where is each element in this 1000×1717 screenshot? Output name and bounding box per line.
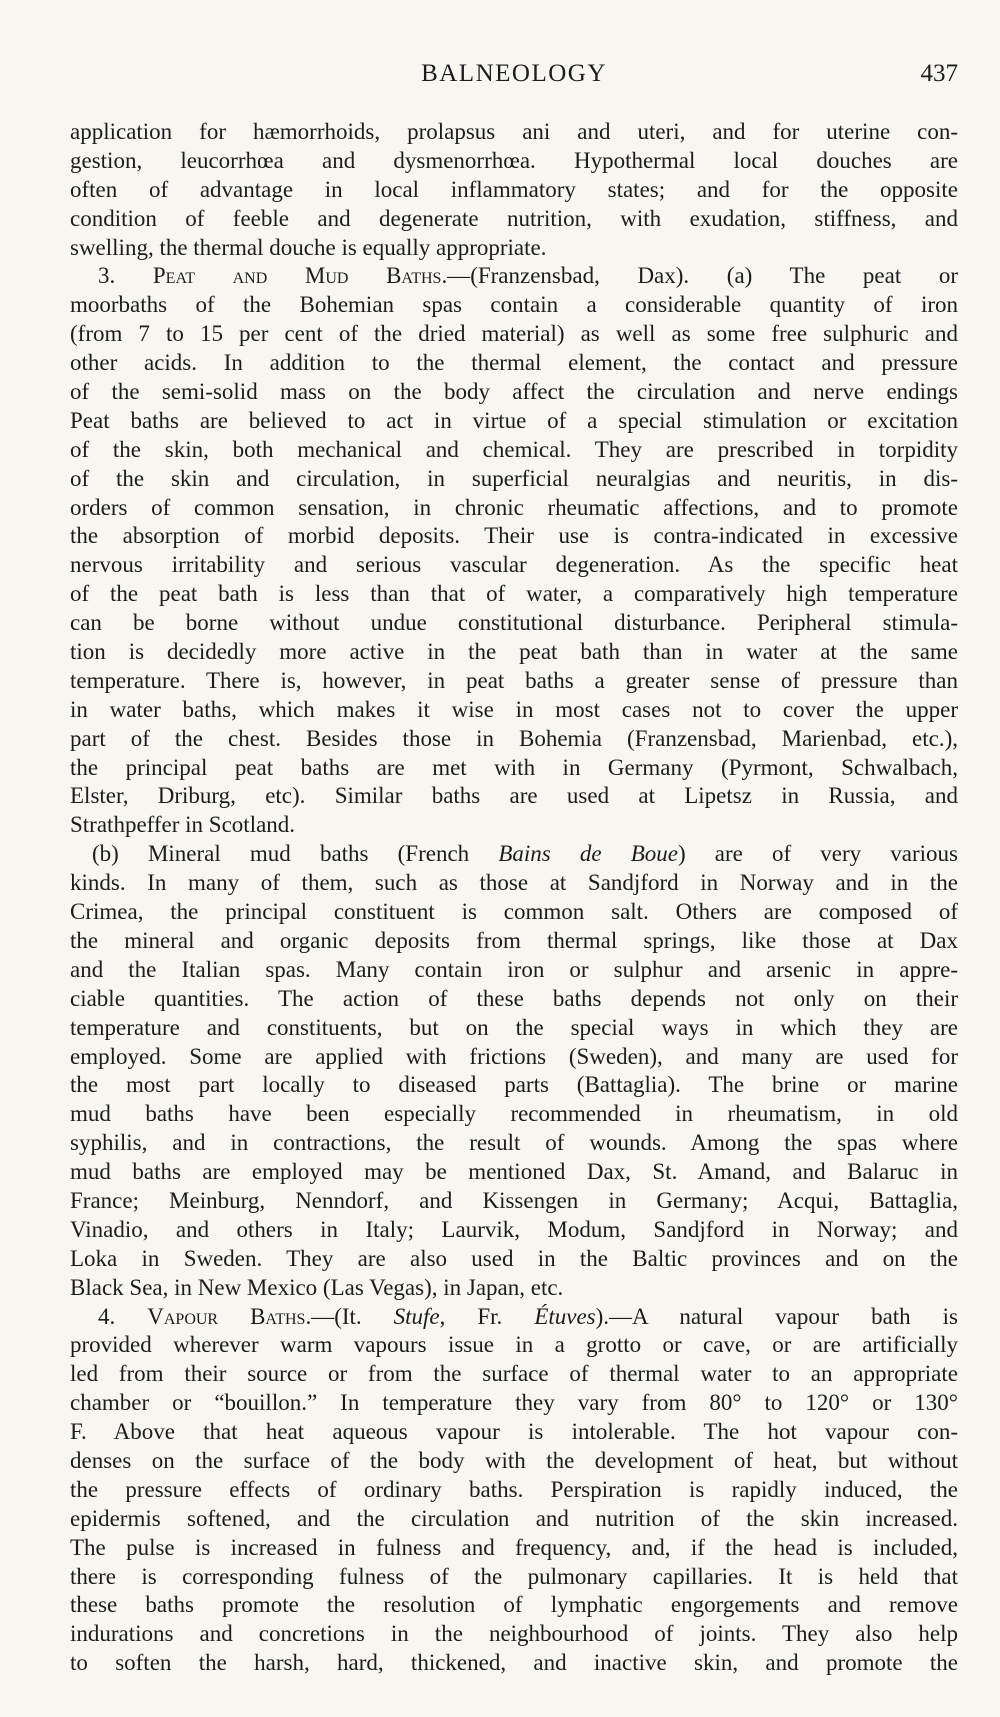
text-line: employed. Some are applied with frictions (Sweden), and many are used for (70, 1043, 958, 1069)
text-line: the absorption of morbid deposits. Their use is contra-indicated in excessive (70, 523, 958, 549)
text-line: ciable quantities. The action of these baths depends not only on their (70, 985, 958, 1011)
text-line: chamber or “bouillon.” In temperature they vary from 80° to 120° or 130° (70, 1390, 958, 1416)
body-text (70, 118, 958, 1678)
line-text: .—(It. (305, 1303, 394, 1329)
text-line: kinds. In many of them, such as those at Sandjford in Norway and in the (70, 870, 958, 896)
text-line: in water baths, which makes it wise in most cases not to cover the upper (70, 696, 958, 722)
text-line: F. Above that heat aqueous vapour is intolerable. The hot vapour con- (70, 1419, 958, 1445)
text-line: moorbaths of the Bohemian spas contain a considerable quantity of iron (70, 292, 958, 318)
text-line: Strathpeffer in Scotland. (70, 812, 296, 838)
text-line: and the Italian spas. Many contain iron or sulphur and arsenic in appre- (70, 956, 958, 982)
text-line: the most part locally to diseased parts (Battaglia). The brine or marine (70, 1072, 958, 1098)
paragraph-start-line (70, 840, 958, 869)
text-line: Loka in Sweden. They are also used in the Baltic provinces and on the (70, 1245, 958, 1271)
text-line: (from 7 to 15 per cent of the dried material) as well as some free sulphuric and (70, 321, 958, 347)
text-line: part of the chest. Besides those in Bohemia (Franzensbad, Marienbad, etc.), (70, 725, 958, 751)
text-line: Crimea, the principal constituent is common salt. Others are composed of (70, 899, 958, 925)
text-line: can be borne without undue constitutional disturbance. Peripheral stimula- (70, 610, 958, 636)
text-line: Elster, Driburg, etc). Similar baths are used at Lipetsz in Russia, and (70, 783, 958, 809)
text-line: mud baths are employed may be mentioned Dax, St. Amand, and Balaruc in (70, 1159, 958, 1185)
text-line: denses on the surface of the body with the development of heat, but without (70, 1447, 958, 1473)
text-line: provided wherever warm vapours issue in a grotto or cave, or are artificially (70, 1332, 958, 1358)
text-line: there is corresponding fulness of the pulmonary capillaries. It is held that (70, 1563, 958, 1589)
line-text: (b) Mineral mud baths (French (92, 841, 499, 867)
text-line: of the skin and circulation, in superficial neuralgias and neuritis, in dis- (70, 465, 958, 491)
text-line: Vinadio, and others in Italy; Laurvik, Modum, Sandjford in Norway; and (70, 1216, 958, 1242)
section-heading-line (70, 1303, 958, 1332)
line-text: , Fr. (439, 1303, 535, 1329)
text-line: The pulse is increased in fulness and frequency, and, if the head is included, (70, 1534, 958, 1560)
text-line: temperature. There is, however, in peat baths a greater sense of pressure than (70, 667, 958, 693)
text-line: led from their source or from the surface of thermal water to an appropriate (70, 1361, 958, 1387)
section-title: Vapour Baths (147, 1303, 306, 1329)
line-text: ) are of very various (677, 841, 958, 867)
section-title: Peat and Mud Baths (152, 263, 442, 289)
text-line: gestion, leucorrhœa and dysmenorrhœa. Hypothermal local douches are (70, 147, 958, 173)
text-line: epidermis softened, and the circulation and nutrition of the skin increased. (70, 1505, 958, 1531)
text-line: application for hæmorrhoids, prolapsus ani and uteri, and for uterine con- (70, 119, 958, 144)
page-title: BALNEOLOGY (421, 60, 607, 87)
italic-term: Bains de Boue (498, 841, 678, 867)
text-line: tion is decidedly more active in the peat bath than in water at the same (70, 639, 958, 665)
italic-term: Stufe (393, 1303, 440, 1329)
text-line: the mineral and organic deposits from thermal springs, like those at Dax (70, 927, 958, 953)
text-line: of the skin, both mechanical and chemical. They are prescribed in torpidity (70, 436, 958, 462)
text-line: nervous irritability and serious vascular degeneration. As the specific heat (70, 552, 958, 578)
text-line: to soften the harsh, hard, thickened, and inactive skin, and promote the (70, 1650, 958, 1676)
page-number: 437 (920, 60, 958, 87)
section-number: 3. (98, 263, 153, 289)
text-line: Peat baths are believed to act in virtue of a special stimulation or excitation (70, 407, 958, 433)
section-heading-rest: ).—A natural vapour bath is (595, 1303, 958, 1329)
text-line: often of advantage in local inflammatory states; and for the opposite (70, 176, 958, 202)
text-line: indurations and concretions in the neighbourhood of joints. They also help (70, 1621, 958, 1647)
section-number: 4. (98, 1303, 148, 1329)
text-line: mud baths have been especially recommended in rheumatism, in old (70, 1101, 958, 1127)
text-line: of the semi-solid mass on the body affect the circulation and nerve endings (70, 379, 958, 405)
section-heading-rest: .—(Franzensbad, Dax). (a) The peat or (441, 263, 958, 289)
text-line: condition of feeble and degenerate nutrition, with exudation, stiffness, and (70, 205, 958, 231)
section-heading-line (70, 262, 958, 291)
text-line: the pressure effects of ordinary baths. Perspiration is rapidly induced, the (70, 1476, 958, 1502)
text-line: orders of common sensation, in chronic rheumatic affections, and to promote (70, 494, 958, 520)
text-line: these baths promote the resolution of lymphatic engorgements and remove (70, 1592, 958, 1618)
text-line: swelling, the thermal douche is equally appropriate. (70, 234, 547, 260)
text-line: other acids. In addition to the thermal element, the contact and pressure (70, 350, 958, 376)
text-line: temperature and constituents, but on the special ways in which they are (70, 1014, 958, 1040)
text-line: the principal peat baths are met with in Germany (Pyrmont, Schwalbach, (70, 754, 958, 780)
italic-term: Étuves (534, 1303, 596, 1329)
running-head (70, 60, 958, 96)
text-line: syphilis, and in contractions, the result of wounds. Among the spas where (70, 1130, 958, 1156)
text-line: France; Meinburg, Nenndorf, and Kissengen in Germany; Acqui, Battaglia, (70, 1187, 958, 1213)
text-line: of the peat bath is less than that of water, a comparatively high temperature (70, 581, 958, 607)
text-line: Black Sea, in New Mexico (Las Vegas), in Japan, etc. (70, 1274, 564, 1300)
